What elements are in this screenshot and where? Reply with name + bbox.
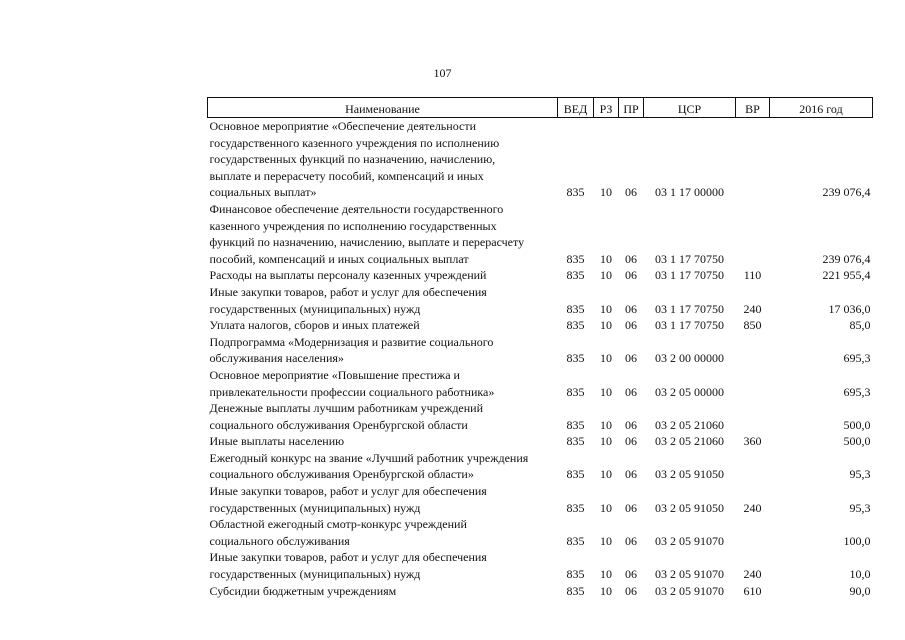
cell-rz: 10 (600, 567, 612, 582)
cell-vr: 360 (743, 434, 762, 449)
header-ved: ВЕД (558, 98, 594, 118)
row-name (208, 118, 558, 201)
row-name-line: Иные закупки товаров, работ и услуг для обеспечения (209, 550, 487, 565)
row-name (208, 334, 558, 367)
table-row (208, 317, 873, 334)
row-name-line: государственных (муниципальных) нужд (209, 567, 421, 582)
cell-csr: 03 2 05 91070 (655, 583, 724, 598)
row-name-line: Денежные выплаты лучшим работникам учреждений (209, 401, 484, 416)
cell-csr: 03 2 05 91070 (655, 567, 724, 582)
cell-ved: 835 (566, 467, 585, 482)
cell-csr: 03 2 05 91050 (655, 500, 724, 515)
cell-csr: 03 2 05 21060 (655, 417, 724, 432)
cell-vr: 850 (743, 318, 762, 333)
row-name-line: Субсидии бюджетным учреждениям (209, 583, 397, 598)
row-name-line: Расходы на выплаты персоналу казенных учреждений (209, 268, 487, 283)
cell-rz: 10 (600, 500, 612, 515)
table-row (208, 483, 873, 516)
row-name (208, 433, 558, 450)
row-name (208, 549, 558, 582)
table-row (208, 367, 873, 400)
cell-csr: 03 2 05 91070 (655, 533, 724, 548)
budget-table (207, 97, 873, 599)
cell-pr: 06 (625, 434, 637, 449)
cell-vr (736, 450, 770, 483)
table-row (208, 400, 873, 433)
cell-rz: 10 (600, 351, 612, 366)
cell-vr: 240 (743, 567, 762, 582)
table-row (208, 549, 873, 582)
cell-pr: 06 (625, 417, 637, 432)
row-name-line: государственного казенного учреждения по исполнению (209, 135, 500, 150)
row-name (208, 284, 558, 317)
cell-amount: 239 076,4 (822, 185, 871, 200)
cell-pr: 06 (625, 467, 637, 482)
row-name (208, 201, 558, 267)
cell-csr: 03 2 05 00000 (655, 384, 724, 399)
cell-rz: 10 (600, 384, 612, 399)
cell-amount: 695,3 (843, 351, 871, 366)
cell-vr: 240 (743, 500, 762, 515)
row-name-line: социального обслуживания (209, 533, 350, 548)
cell-vr (736, 334, 770, 367)
table-row (208, 118, 873, 201)
cell-rz: 10 (600, 251, 612, 266)
cell-ved: 835 (566, 434, 585, 449)
header-csr: ЦСР (644, 98, 736, 118)
cell-rz: 10 (600, 583, 612, 598)
table-row (208, 450, 873, 483)
row-name-line: Подпрограмма «Модернизация и развитие социального (209, 334, 494, 349)
cell-ved: 835 (566, 533, 585, 548)
row-name-line: Уплата налогов, сборов и иных платежей (209, 318, 420, 333)
cell-vr: 240 (743, 301, 762, 316)
cell-vr (736, 201, 770, 267)
header-pr: ПР (619, 98, 644, 118)
table-row (208, 583, 873, 600)
cell-csr: 03 1 17 70750 (655, 318, 724, 333)
row-name-line: функций по назначению, начислению, выплате и перерасчету (209, 235, 525, 250)
table-row (208, 284, 873, 317)
cell-ved: 835 (566, 301, 585, 316)
header-year: 2016 год (770, 98, 873, 118)
row-name (208, 516, 558, 549)
row-name-line: привлекательности профессии социального работника» (209, 384, 495, 399)
cell-pr: 06 (625, 268, 637, 283)
row-name (208, 400, 558, 433)
cell-pr: 06 (625, 500, 637, 515)
budget-document (207, 97, 872, 599)
cell-pr: 06 (625, 567, 637, 582)
table-body (208, 118, 873, 600)
table-row (208, 334, 873, 367)
row-name-line: Ежегодный конкурс на звание «Лучший работник учреждения (209, 450, 529, 465)
cell-csr: 03 2 05 21060 (655, 434, 724, 449)
cell-amount: 17 036,0 (828, 301, 871, 316)
row-name (208, 267, 558, 284)
table-row (208, 433, 873, 450)
cell-csr: 03 1 17 70750 (655, 251, 724, 266)
cell-vr (736, 400, 770, 433)
table-row (208, 516, 873, 549)
cell-csr: 03 1 17 70750 (655, 301, 724, 316)
cell-pr: 06 (625, 318, 637, 333)
row-name (208, 483, 558, 516)
header-vr: ВР (736, 98, 770, 118)
row-name-line: социального обслуживания Оренбургской области (209, 417, 468, 432)
cell-rz: 10 (600, 185, 612, 200)
cell-rz: 10 (600, 318, 612, 333)
row-name-line: пособий, компенсаций и иных социальных выплат (209, 251, 469, 266)
cell-rz: 10 (600, 434, 612, 449)
row-name-line: социальных выплат» (209, 185, 317, 200)
row-name-line: Иные закупки товаров, работ и услуг для обеспечения (209, 484, 487, 499)
header-rz: РЗ (594, 98, 619, 118)
cell-pr: 06 (625, 185, 637, 200)
cell-csr: 03 1 17 70750 (655, 268, 724, 283)
row-name-line: Основное мероприятие «Повышение престижа и (209, 367, 460, 382)
row-name-line: выплате и перерасчету пособий, компенсаций и иных (209, 168, 484, 183)
cell-ved: 835 (566, 583, 585, 598)
cell-ved: 835 (566, 268, 585, 283)
row-name-line: Областной ежегодный смотр-конкурс учреждений (209, 517, 467, 532)
cell-rz: 10 (600, 533, 612, 548)
cell-csr: 03 2 00 00000 (655, 351, 724, 366)
row-name (208, 367, 558, 400)
cell-csr: 03 1 17 00000 (655, 185, 724, 200)
cell-pr: 06 (625, 251, 637, 266)
cell-vr: 110 (743, 268, 762, 283)
cell-amount: 221 955,4 (822, 268, 871, 283)
cell-pr: 06 (625, 583, 637, 598)
row-name (208, 583, 558, 600)
header-name: Наименование (208, 98, 558, 118)
cell-rz: 10 (600, 268, 612, 283)
row-name-line: обслуживания населения» (209, 351, 344, 366)
cell-amount: 239 076,4 (822, 251, 871, 266)
cell-ved: 835 (566, 417, 585, 432)
row-name-line: Финансовое обеспечение деятельности государственного (209, 201, 504, 216)
table-header (208, 98, 873, 118)
cell-amount: 90,0 (849, 583, 871, 598)
row-name (208, 450, 558, 483)
row-name-line: государственных (муниципальных) нужд (209, 301, 421, 316)
cell-ved: 835 (566, 251, 585, 266)
cell-ved: 835 (566, 318, 585, 333)
cell-rz: 10 (600, 301, 612, 316)
row-name-line: государственных функций по назначению, начислению, (209, 152, 496, 167)
cell-ved: 835 (566, 185, 585, 200)
page-number: 107 (433, 66, 452, 80)
cell-ved: 835 (566, 567, 585, 582)
cell-amount: 10,0 (849, 567, 871, 582)
cell-ved: 835 (566, 351, 585, 366)
cell-pr: 06 (625, 301, 637, 316)
cell-amount: 695,3 (843, 384, 871, 399)
cell-ved: 835 (566, 384, 585, 399)
row-name-line: казенного учреждения по исполнению государственных (209, 218, 497, 233)
cell-vr (736, 367, 770, 400)
cell-vr (736, 118, 770, 201)
table-row (208, 267, 873, 284)
cell-amount: 95,3 (849, 467, 871, 482)
cell-csr: 03 2 05 91050 (655, 467, 724, 482)
cell-amount: 500,0 (843, 434, 871, 449)
table-row (208, 201, 873, 267)
cell-amount: 500,0 (843, 417, 871, 432)
cell-amount: 85,0 (849, 318, 871, 333)
cell-pr: 06 (625, 533, 637, 548)
row-name-line: государственных (муниципальных) нужд (209, 500, 421, 515)
cell-rz: 10 (600, 467, 612, 482)
row-name-line: Иные закупки товаров, работ и услуг для обеспечения (209, 284, 487, 299)
row-name (208, 317, 558, 334)
row-name-line: Основное мероприятие «Обеспечение деятельности (209, 119, 476, 133)
cell-rz: 10 (600, 417, 612, 432)
row-name-line: Иные выплаты населению (209, 434, 345, 449)
cell-amount: 95,3 (849, 500, 871, 515)
cell-amount: 100,0 (843, 533, 871, 548)
cell-vr (736, 516, 770, 549)
cell-ved: 835 (566, 500, 585, 515)
cell-pr: 06 (625, 351, 637, 366)
row-name-line: социального обслуживания Оренбургской области» (209, 467, 474, 482)
cell-vr: 610 (743, 583, 762, 598)
cell-pr: 06 (625, 384, 637, 399)
